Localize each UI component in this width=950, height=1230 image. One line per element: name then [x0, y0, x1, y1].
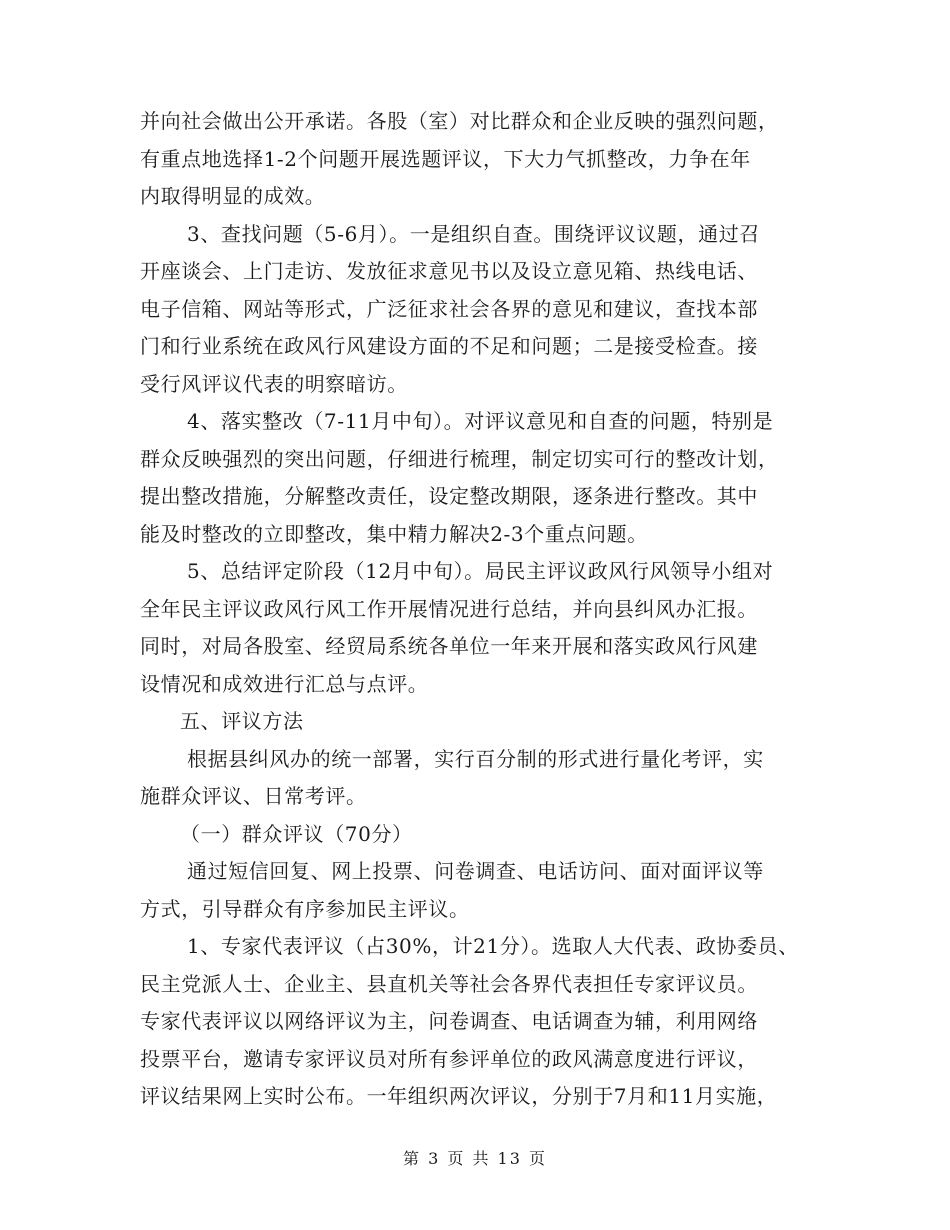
text-line: 电子信箱、网站等形式，广泛征求社会各界的意见和建议，查找本部	[140, 296, 758, 321]
text-line: 民主党派人士、企业主、县直机关等社会各界代表担任专家评议员。	[140, 971, 758, 996]
text-line: 方式，引导群众有序参加民主评议。	[140, 896, 470, 921]
subsection-heading: （一）群众评议（70分）	[180, 821, 413, 846]
text-line: 3、查找问题（5-6月）。一是组织自查。围绕评议议题，通过召	[187, 221, 760, 246]
text-line: 内取得明显的成效。	[140, 184, 326, 208]
page-number-footer: 第 3 页 共 13 页	[403, 1149, 547, 1168]
text-line: 开座谈会、上门走访、发放征求意见书以及设立意见箱、热线电话、	[140, 259, 758, 283]
text-line: 群众反映强烈的突出问题，仔细进行梳理，制定切实可行的整改计划，	[140, 446, 779, 471]
text-line: 施群众评议、日常考评。	[140, 784, 367, 808]
text-line: 评议结果网上实时公布。一年组织两次评议，分别于7月和11月实施，	[140, 1084, 778, 1108]
text-line: 提出整改措施，分解整改责任，设定整改期限，逐条进行整改。其中	[140, 484, 758, 508]
text-line: 根据县纠风办的统一部署，实行百分制的形式进行量化考评，实	[187, 746, 764, 771]
text-line: 投票平台，邀请专家评议员对所有参评单位的政风满意度进行评议，	[140, 1046, 758, 1071]
text-line: 1、专家代表评议（占30%，计21分）。选取人大代表、政协委员、	[187, 934, 799, 958]
text-line: 受行风评议代表的明察暗访。	[140, 371, 408, 396]
text-line: 门和行业系统在政风行风建设方面的不足和问题；二是接受检查。接	[140, 334, 758, 358]
text-line: 5、总结评定阶段（12月中旬）。局民主评议政风行风领导小组对	[187, 559, 774, 583]
text-line: 通过短信回复、网上投票、问卷调查、电话访问、面对面评议等	[187, 859, 764, 883]
text-line: 能及时整改的立即整改，集中精力解决2-3个重点问题。	[140, 521, 648, 546]
section-heading: 五、评议方法	[180, 709, 304, 733]
text-line: 全年民主评议政风行风工作开展情况进行总结，并向县纠风办汇报。	[140, 596, 758, 621]
text-line: 并向社会做出公开承诺。各股（室）对比群众和企业反映的强烈问题，	[140, 109, 779, 133]
text-line: 4、落实整改（7-11月中旬）。对评议意见和自查的问题，特别是	[187, 409, 774, 433]
text-line: 有重点地选择1-2个问题开展选题评议，下大力气抓整改，力争在年	[140, 146, 751, 171]
document-body	[140, 103, 820, 1116]
text-line: 专家代表评议以网络评议为主，问卷调查、电话调查为辅，利用网络	[140, 1009, 758, 1033]
text-line: 同时，对局各股室、经贸局系统各单位一年来开展和落实政风行风建	[140, 634, 758, 658]
text-line: 设情况和成效进行汇总与点评。	[140, 671, 429, 696]
